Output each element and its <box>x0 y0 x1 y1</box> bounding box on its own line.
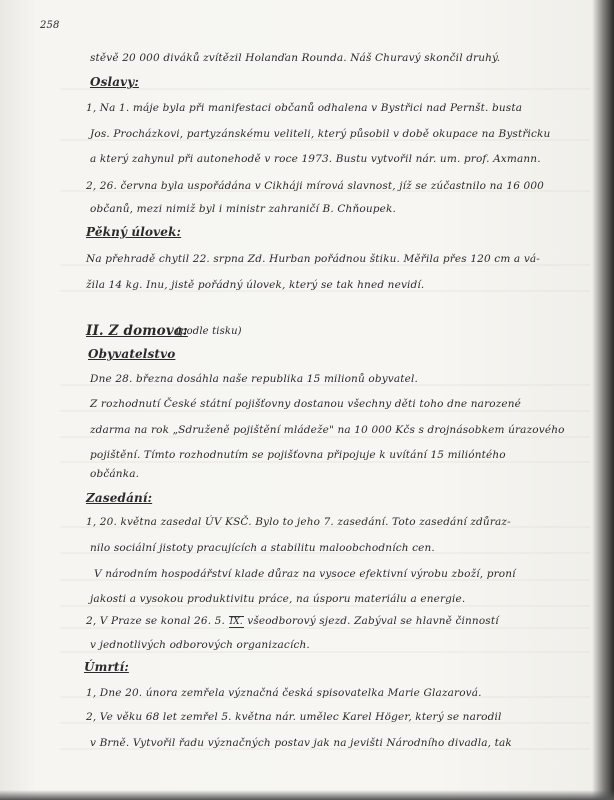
page-number: 258 <box>40 20 60 31</box>
text-line-7: Na přehradě chytil 22. srpna Zd. Hurban pořádnou štiku. Měřila přes 120 cm a vá- <box>86 253 541 265</box>
section-2-note: (podle tisku) <box>176 326 242 337</box>
text-line-2: 1, Na 1. máje byla při manifestaci občanů odhalena v Bystřici nad Pernšt. busta <box>86 102 523 114</box>
text-line-4: a který zahynul při autonehodě v roce 1973. Bustu vytvořil nár. um. prof. Axmann. <box>90 153 541 165</box>
scan-shadow-bottom <box>0 790 614 800</box>
scan-shadow-right <box>592 0 614 800</box>
text-line-18 <box>86 615 499 627</box>
text-line-10: Z rozhodnutí České státní pojišťovny dostanou všechny děti toho dne narozené <box>90 398 522 410</box>
text-line-6: občanů, mezi nimiž byl i ministr zahraničí B. Chňoupek. <box>90 203 396 215</box>
text-line-22: v Brně. Vytvořil řadu význačných postav jak na jevišti Národního divadla, tak <box>90 737 512 749</box>
text-line-17: jakosti a vysokou produktivitu práce, na úsporu materiálu a energie. <box>90 593 466 605</box>
heading-pekny-ulovek: Pěkný úlovek: <box>86 225 182 239</box>
heading-zasedani: Zasedání: <box>86 491 153 505</box>
text-line-16: V národním hospodářství klade důraz na vysoce efektivní výrobu zboží, proní <box>94 568 516 580</box>
text-line-21: 2, Ve věku 68 let zemřel 5. května nár. umělec Karel Höger, který se narodil <box>86 711 502 723</box>
heading-umrti: Úmrtí: <box>84 660 129 674</box>
text-line-18-start: 2, V Praze se konal 26. 5. <box>86 615 226 627</box>
heading-oslavy: Oslavy: <box>90 75 139 89</box>
text-line-12: pojištění. Tímto rozhodnutím se pojišťovna připojuje k uvítání 15 milióntého <box>90 449 506 461</box>
text-line-14: 1, 20. května zasedal ÚV KSČ. Bylo to jeho 7. zasedání. Toto zasedání zdůraz- <box>86 516 511 528</box>
text-line-8: žila 14 kg. Inu, jistě pořádný úlovek, který se tak hned nevidí. <box>86 279 425 291</box>
text-line-3: Jos. Procházkovi, partyzánskému veliteli, který působil v době okupace na Bystřicku <box>90 128 551 140</box>
text-line-11: zdarma na rok „Sdruženě pojištění mládeže" na 10 000 Kčs s drojnásobkem úrazového <box>90 424 565 436</box>
text-line-19: v jednotlivých odborových organizacích. <box>90 639 310 651</box>
text-line-5: 2, 26. června byla uspořádána v Cikháji mírová slavnost, jíž se zúčastnilo na 16 000 <box>86 180 545 192</box>
text-line-18-end: všeodborový sjezd. Zabýval se hlavně činností <box>247 615 499 627</box>
text-line-15: nilo sociální jistoty pracujících a stabilitu maloobchodních cen. <box>90 542 435 554</box>
text-line-13: občánka. <box>90 468 140 480</box>
heading-section-2: II. Z domova: <box>86 323 188 339</box>
text-line-20: 1, Dne 20. února zemřela význačná česká spisovatelka Marie Glazarová. <box>86 687 482 699</box>
text-line-9: Dne 28. března dosáhla naše republika 15 milionů obyvatel. <box>90 373 419 385</box>
heading-obyvatelstvo: Obyvatelstvo <box>88 347 176 361</box>
text-line-1: stěvě 20 000 diváků zvítězil Holanďan Rounda. Náš Churavý skončil druhý. <box>90 52 501 64</box>
roman-numeral-ix: IX. <box>229 617 243 627</box>
